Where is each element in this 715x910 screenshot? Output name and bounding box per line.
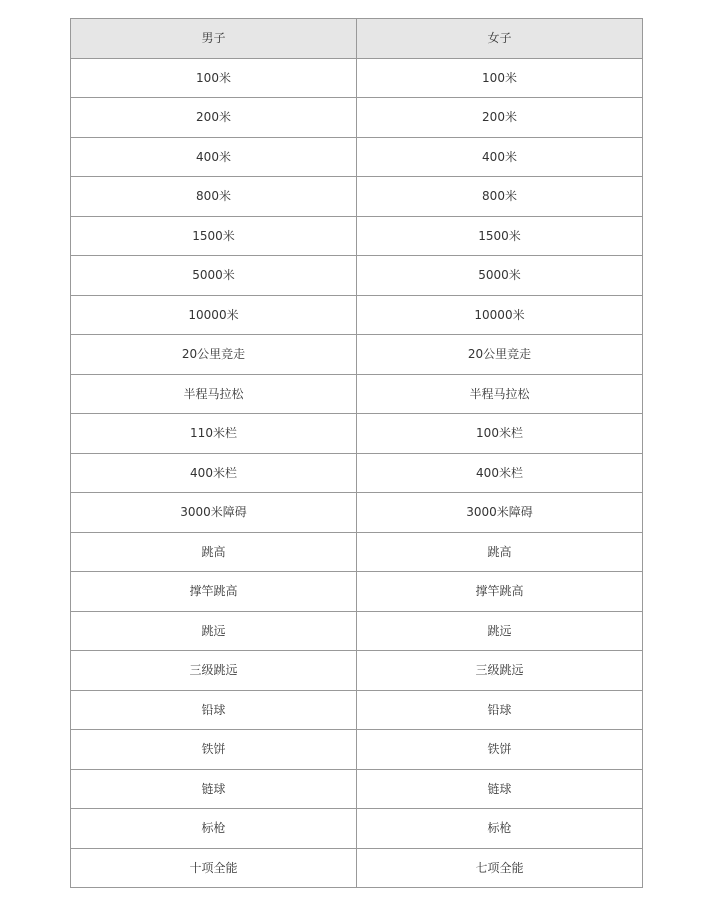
cell-men-event: 5000米 — [71, 256, 357, 296]
cell-women-event: 链球 — [357, 769, 643, 809]
table-row — [71, 58, 643, 98]
cell-men-event: 半程马拉松 — [71, 374, 357, 414]
table-row — [71, 374, 643, 414]
cell-women-event: 标枪 — [357, 809, 643, 849]
cell-women-event: 100米栏 — [357, 414, 643, 454]
cell-men-event: 跳远 — [71, 611, 357, 651]
cell-men-event: 200米 — [71, 98, 357, 138]
cell-men-event: 1500米 — [71, 216, 357, 256]
cell-women-event: 5000米 — [357, 256, 643, 296]
cell-men-event: 400米 — [71, 137, 357, 177]
table-row — [71, 730, 643, 770]
header-women: 女子 — [357, 19, 643, 59]
cell-men-event: 110米栏 — [71, 414, 357, 454]
cell-men-event: 100米 — [71, 58, 357, 98]
cell-men-event: 铁饼 — [71, 730, 357, 770]
header-men: 男子 — [71, 19, 357, 59]
cell-men-event: 三级跳远 — [71, 651, 357, 691]
table-row — [71, 98, 643, 138]
table-row — [71, 216, 643, 256]
cell-men-event: 撑竿跳高 — [71, 572, 357, 612]
table-row — [71, 177, 643, 217]
table-row — [71, 453, 643, 493]
table-row — [71, 848, 643, 888]
table-row — [71, 493, 643, 533]
cell-women-event: 800米 — [357, 177, 643, 217]
cell-women-event: 1500米 — [357, 216, 643, 256]
table-row — [71, 335, 643, 375]
cell-women-event: 跳远 — [357, 611, 643, 651]
cell-men-event: 400米栏 — [71, 453, 357, 493]
table-row — [71, 532, 643, 572]
cell-women-event: 三级跳远 — [357, 651, 643, 691]
table-row — [71, 769, 643, 809]
cell-men-event: 10000米 — [71, 295, 357, 335]
cell-men-event: 800米 — [71, 177, 357, 217]
table-row — [71, 414, 643, 454]
table-row — [71, 690, 643, 730]
cell-women-event: 400米栏 — [357, 453, 643, 493]
header-row — [71, 19, 643, 59]
events-table — [70, 18, 643, 888]
cell-women-event: 撑竿跳高 — [357, 572, 643, 612]
cell-women-event: 七项全能 — [357, 848, 643, 888]
cell-women-event: 100米 — [357, 58, 643, 98]
cell-women-event: 半程马拉松 — [357, 374, 643, 414]
cell-men-event: 20公里竞走 — [71, 335, 357, 375]
cell-men-event: 十项全能 — [71, 848, 357, 888]
cell-women-event: 跳高 — [357, 532, 643, 572]
cell-women-event: 20公里竞走 — [357, 335, 643, 375]
cell-women-event: 铅球 — [357, 690, 643, 730]
table-body — [71, 58, 643, 888]
table-row — [71, 295, 643, 335]
table-row — [71, 809, 643, 849]
table-row — [71, 256, 643, 296]
table-row — [71, 137, 643, 177]
table-header — [71, 19, 643, 59]
table-row — [71, 651, 643, 691]
cell-women-event: 10000米 — [357, 295, 643, 335]
cell-men-event: 链球 — [71, 769, 357, 809]
cell-women-event: 3000米障碍 — [357, 493, 643, 533]
cell-women-event: 铁饼 — [357, 730, 643, 770]
cell-men-event: 铅球 — [71, 690, 357, 730]
cell-men-event: 3000米障碍 — [71, 493, 357, 533]
cell-men-event: 跳高 — [71, 532, 357, 572]
cell-women-event: 400米 — [357, 137, 643, 177]
cell-women-event: 200米 — [357, 98, 643, 138]
cell-men-event: 标枪 — [71, 809, 357, 849]
table-row — [71, 611, 643, 651]
table-row — [71, 572, 643, 612]
